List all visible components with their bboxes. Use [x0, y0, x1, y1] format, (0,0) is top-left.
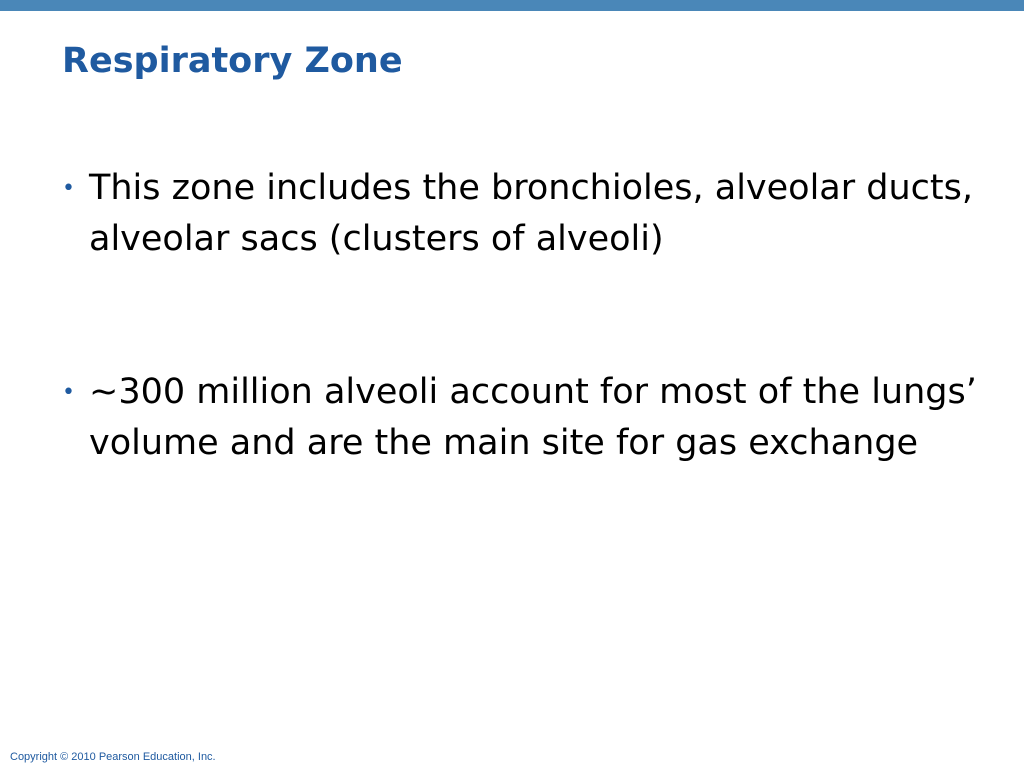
- bullet-item: [62, 367, 982, 469]
- bullet-dot-icon: •: [62, 176, 75, 201]
- top-accent-bar: [0, 0, 1024, 11]
- copyright-footer: Copyright © 2010 Pearson Education, Inc.: [10, 751, 216, 763]
- bullet-text: This zone includes the bronchioles, alveolar ducts, alveolar sacs (clusters of alveoli): [89, 168, 973, 259]
- bullet-dot-icon: •: [62, 380, 75, 405]
- bullet-item: [62, 163, 982, 265]
- bullet-text: ~300 million alveoli account for most of the lungs’ volume and are the main site for gas exchange: [89, 372, 977, 463]
- slide-title: Respiratory Zone: [62, 41, 403, 81]
